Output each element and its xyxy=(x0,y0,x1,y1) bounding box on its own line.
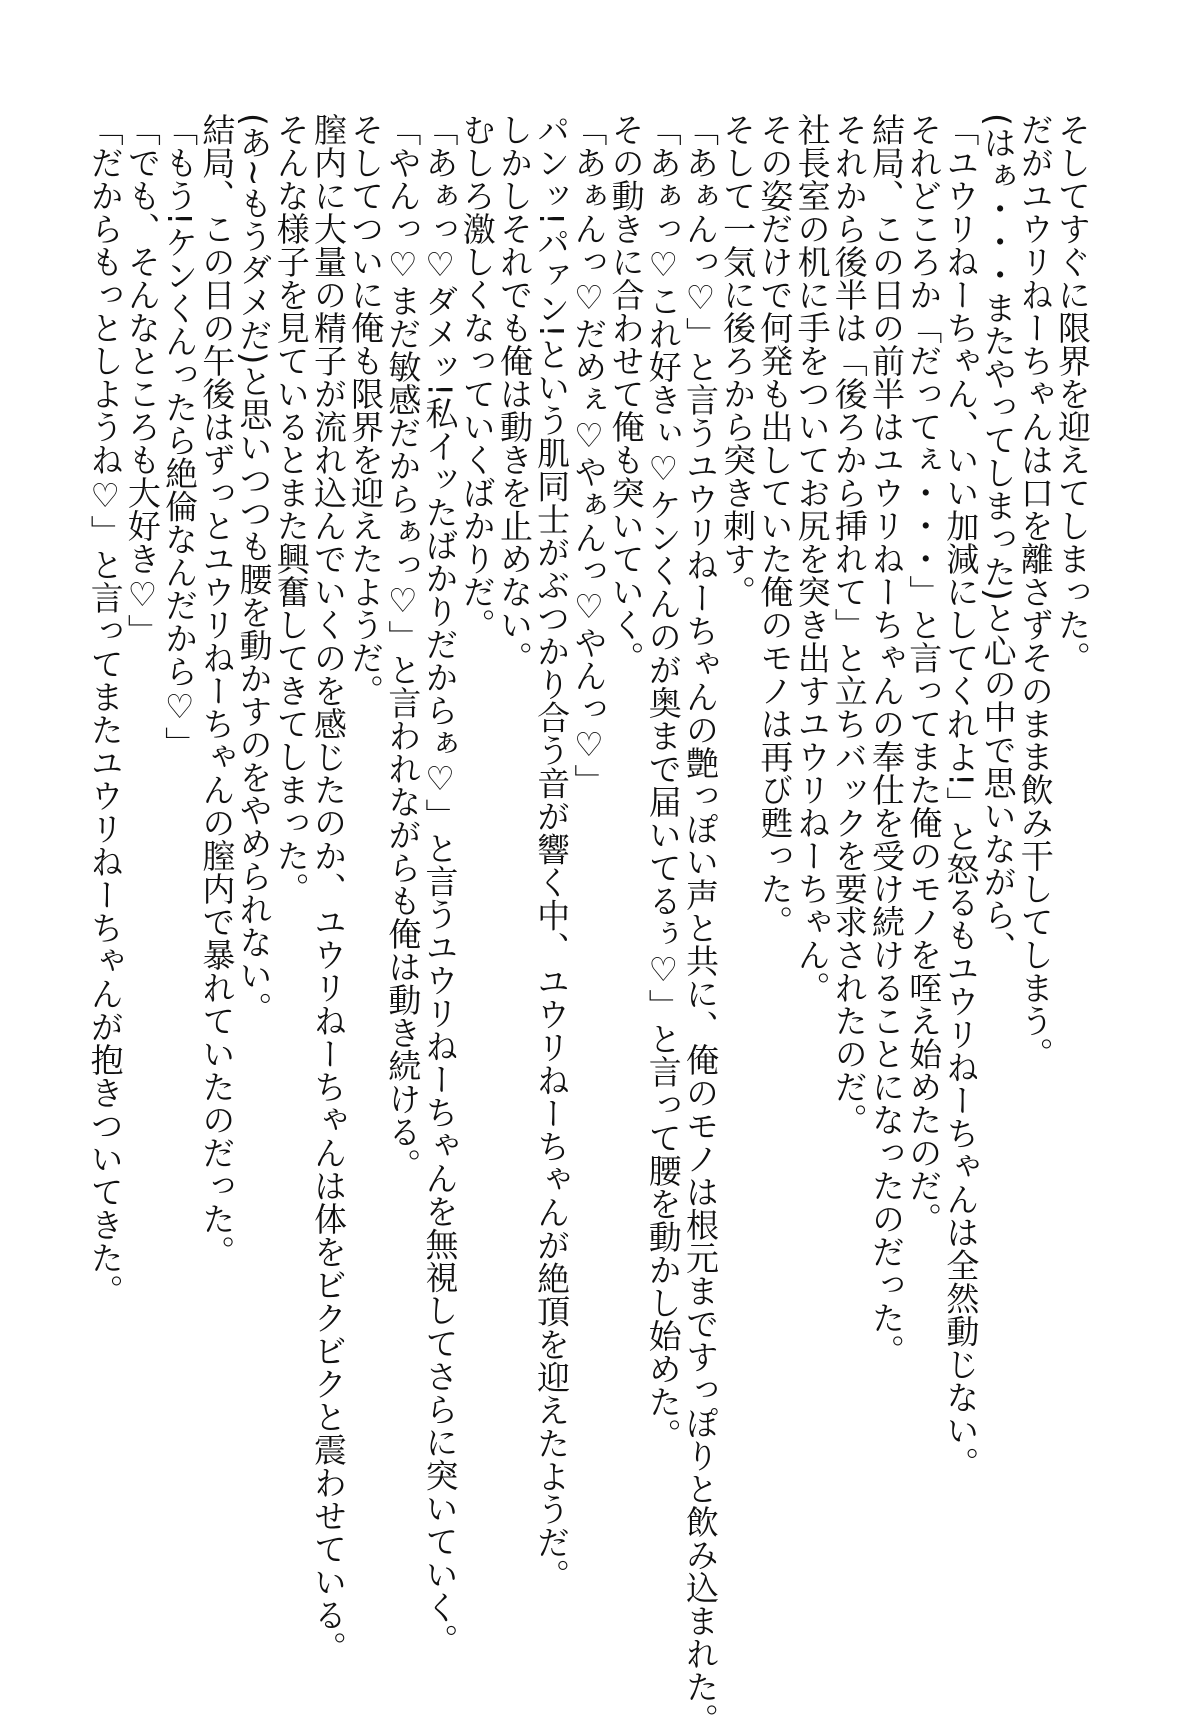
text-line: パンッ!パァン!という肌同士がぶつかり合う音が響く中、ユウリねーちゃんが絶頂を迎えたようだ。 xyxy=(532,113,572,1592)
text-line: 「だからもっとしようね♡」と言ってまたユウリねーちゃんが抱きついてきた。 xyxy=(85,113,125,1307)
text-line: そしてついに俺も限界を迎えたようだ。 xyxy=(346,113,386,707)
text-line: だがユウリねーちゃんは口を離さずそのまま飲み干してしまう。 xyxy=(1015,113,1055,1070)
text-line: 結局、この日の前半はユウリねーちゃんの奉仕を受け続けることになったのだった。 xyxy=(866,113,906,1367)
text-line: 社長室の机に手をついてお尻を突き出すユウリねーちゃん。 xyxy=(792,113,832,1004)
text-line: しかしそれでも俺は動きを止めない。 xyxy=(494,113,534,674)
text-line: その姿だけで何発も出していた俺のモノは再び甦った。 xyxy=(755,113,795,938)
text-line: そんな様子を見ているとまた興奮してきてしまった。 xyxy=(271,113,311,905)
text-line: そしてすぐに限界を迎えてしまった。 xyxy=(1053,113,1092,674)
text-line: 膣内に大量の精子が流れ込んでいくのを感じたのか、ユウリねーちゃんは体をビクビクと震わせている。 xyxy=(308,113,348,1664)
text-line: 「あぁっ♡ダメッ!私イッたばかりだからぁ♡」と言うユウリねーちゃんを無視してさらに突いていく。 xyxy=(420,113,460,1657)
text-line: 「ユウリねーちゃん、いい加減にしてくれよ!」と怒るもユウリねーちゃんは全然動じない。 xyxy=(941,113,981,1480)
text-line: そして一気に後ろから突き刺す。 xyxy=(718,113,758,608)
text-line: (あ~もうダメだ)と思いつつも腰を動かすのをやめられない。 xyxy=(234,113,274,1025)
text-line: 「あぁっ♡これ好きぃ♡ケンくんのが奥まで届いてるぅ♡」と言って腰を動かし始めた。 xyxy=(643,113,683,1451)
text-line: その動きに合わせて俺も突いていく。 xyxy=(606,113,646,674)
text-line: それから後半は「後ろから挿れて」と立ちバックを要求されたのだ。 xyxy=(829,113,869,1136)
text-line: 「もう!ケンくんったら絶倫なんだから♡」 xyxy=(160,113,200,760)
text-line: 「でも、そんなところも大好き♡」 xyxy=(122,113,162,647)
text-line: 結局、この日の午後はずっとユウリねーちゃんの膣内で暴れていたのだった。 xyxy=(197,113,237,1268)
text-line: それどころか「だってぇ・・・」と言ってまた俺のモノを咥え始めたのだ。 xyxy=(904,113,944,1235)
text-line: (はぁ・・・またやってしまった)と心の中で思いながら、 xyxy=(978,113,1018,964)
vertical-text-body xyxy=(85,113,1092,1736)
text-line: むしろ激しくなっていくばかりだ。 xyxy=(457,113,497,641)
text-line: 「あぁんっ♡」と言うユウリねーちゃんの艶っぽい声と共に、俺のモノは根元まですっぽりと飲み込まれた。 xyxy=(680,113,720,1736)
text-line: 「あぁんっ♡だめぇ♡やぁんっ♡やんっ♡」 xyxy=(569,113,609,797)
text-line: 「やんっ♡まだ敏感だからぁっ♡」と言われながらも俺は動き続ける。 xyxy=(383,113,423,1181)
